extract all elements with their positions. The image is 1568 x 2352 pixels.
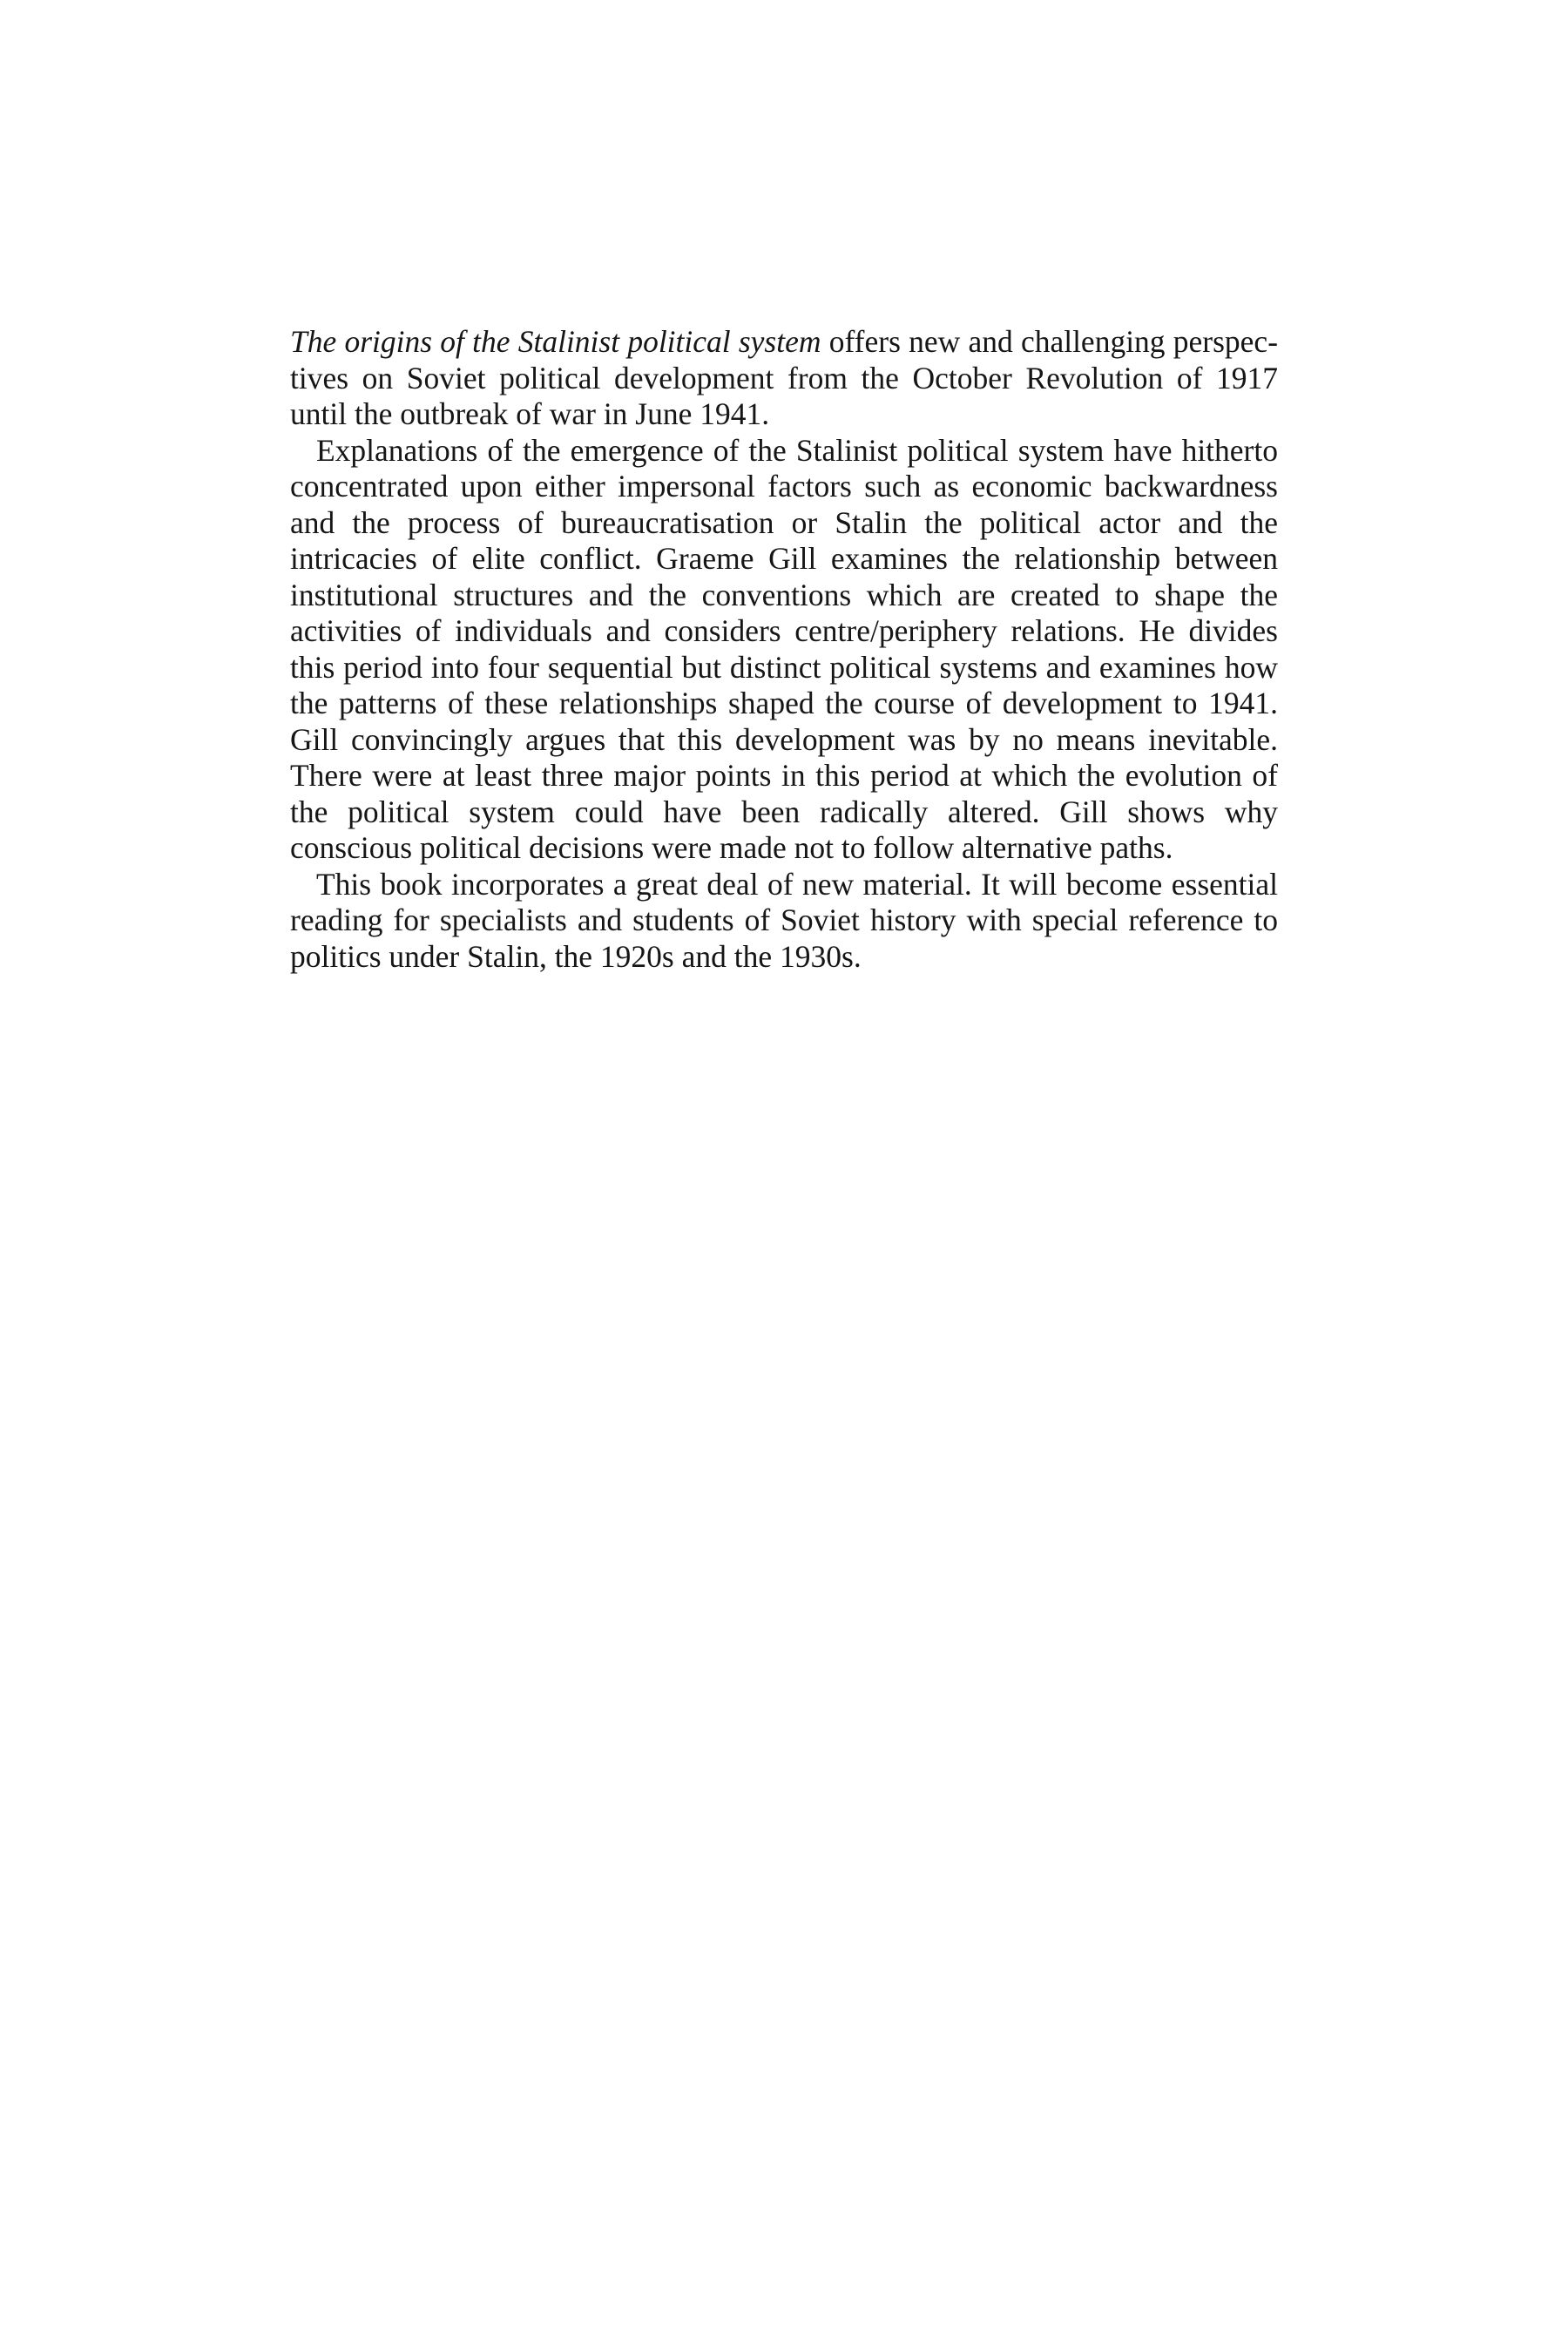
paragraph-intro bbox=[290, 324, 1278, 433]
book-blurb bbox=[290, 324, 1278, 975]
book-title: The origins of the Stalinist political system bbox=[290, 324, 821, 359]
paragraph-conclusion: This book incorporates a great deal of new material. It will become essential reading for specialists and students of Soviet history with special reference to politics under Stalin, the 1920s and the 1930s. bbox=[290, 866, 1278, 974]
paragraph-explanations: Explanations of the emergence of the Stalinist political system have hitherto concentrated upon either impersonal factors such as economic backwardness and the process of bureaucratisation or Stalin the political actor and the intricacies of elite conflict. Graeme Gill examines the relationship between institutional structures and the conventions which are created to shape the activities of individuals and considers centre/periphery relations. He divides this period into four sequential but distinct political systems and examines how the patterns of these relationships shaped the course of development to 1941. Gill convincingly argues that this development was by no means inevitable. There were at least three major points in this period at which the evolution of the political system could have been radically altered. Gill shows why conscious political decisions were made not to follow alternative paths. bbox=[290, 432, 1278, 865]
paragraph-intro-text: offers new and challenging perspectives on Soviet political development from the October Revolution of 1917 until the outbreak of war in June 1941. bbox=[290, 324, 1279, 431]
